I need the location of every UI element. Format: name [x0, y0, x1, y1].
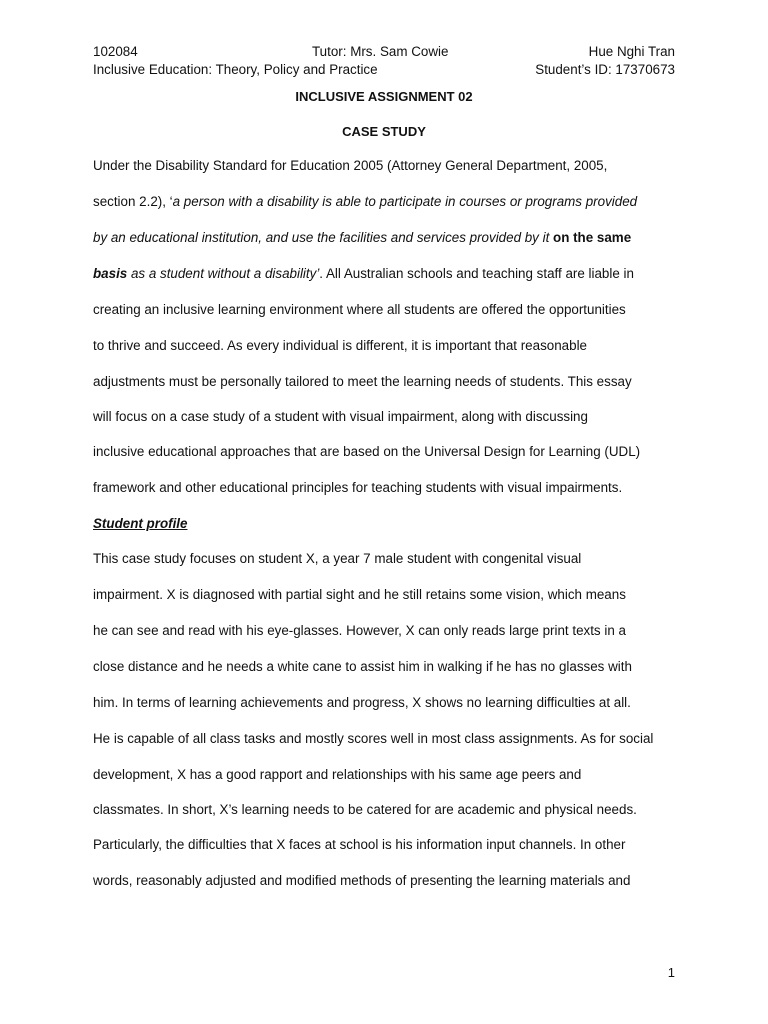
intro-line	[93, 194, 637, 209]
author-name: Hue Nghi Tran	[588, 44, 675, 59]
profile-line: He is capable of all class tasks and mostly scores well in most class assignments. As for social	[93, 731, 654, 746]
header-row-2	[93, 62, 675, 80]
intro-text-run: basis	[93, 266, 128, 281]
page-number: 1	[667, 965, 675, 980]
profile-line: This case study focuses on student X, a year 7 male student with congenital visual	[93, 551, 582, 566]
intro-line	[93, 480, 622, 495]
intro-line	[93, 230, 631, 245]
intro-text-run: will focus on a case study of a student with visual impairment, along with discussing	[93, 409, 588, 424]
intro-text-run: adjustments must be personally tailored to meet the learning needs of students. This essay	[93, 374, 632, 389]
intro-line	[93, 266, 634, 281]
student-id: Student’s ID: 17370673	[535, 62, 675, 77]
case-study-subtitle: CASE STUDY	[342, 124, 426, 139]
intro-text-run: creating an inclusive learning environment where all students are offered the opportunities	[93, 302, 626, 317]
assignment-title: INCLUSIVE ASSIGNMENT 02	[295, 89, 473, 104]
intro-line	[93, 374, 632, 389]
intro-text-run: to thrive and succeed. As every individual is different, it is important that reasonable	[93, 338, 587, 353]
intro-line	[93, 158, 607, 173]
intro-text-run: a person with a disability is able to participate in courses or programs provided	[172, 194, 638, 209]
unit-name: Inclusive Education: Theory, Policy and Practice	[93, 62, 378, 77]
intro-line	[93, 302, 626, 317]
profile-line: he can see and read with his eye-glasses. However, X can only reads large print texts in a	[93, 623, 626, 638]
intro-text-run: as a student without a disability’	[127, 266, 320, 281]
intro-line	[93, 409, 588, 424]
intro-text-run: Under the Disability Standard for Education 2005 (Attorney General Department, 2005,	[93, 158, 608, 173]
profile-line: classmates. In short, X’s learning needs to be catered for are academic and physical needs.	[93, 802, 637, 817]
profile-line: Particularly, the difficulties that X faces at school is his information input channels. In other	[93, 837, 626, 852]
intro-text-run: by an educational institution, and use the facilities and services provided by it	[93, 230, 554, 245]
intro-text-run: framework and other educational principles for teaching students with visual impairments.	[93, 480, 623, 495]
intro-text-run: section 2.2), ‘	[93, 194, 173, 209]
intro-text-run: on the same	[553, 230, 632, 245]
intro-line	[93, 338, 587, 353]
section-heading-student-profile: Student profile	[93, 516, 188, 531]
header-row-1	[93, 44, 675, 62]
tutor-name: Tutor: Mrs. Sam Cowie	[312, 44, 449, 59]
intro-text-run: inclusive educational approaches that are based on the Universal Design for Learning (UDL)	[93, 444, 641, 459]
profile-line: him. In terms of learning achievements and progress, X shows no learning difficulties at all.	[93, 695, 631, 710]
intro-line	[93, 444, 640, 459]
course-code: 102084	[93, 44, 138, 59]
profile-line: close distance and he needs a white cane to assist him in walking if he has no glasses with	[93, 659, 632, 674]
profile-line: impairment. X is diagnosed with partial sight and he still retains some vision, which means	[93, 587, 626, 602]
intro-text-run: . All Australian schools and teaching staff are liable in	[319, 266, 634, 281]
profile-line: words, reasonably adjusted and modified methods of presenting the learning materials and	[93, 873, 631, 888]
profile-line: development, X has a good rapport and relationships with his same age peers and	[93, 767, 582, 782]
